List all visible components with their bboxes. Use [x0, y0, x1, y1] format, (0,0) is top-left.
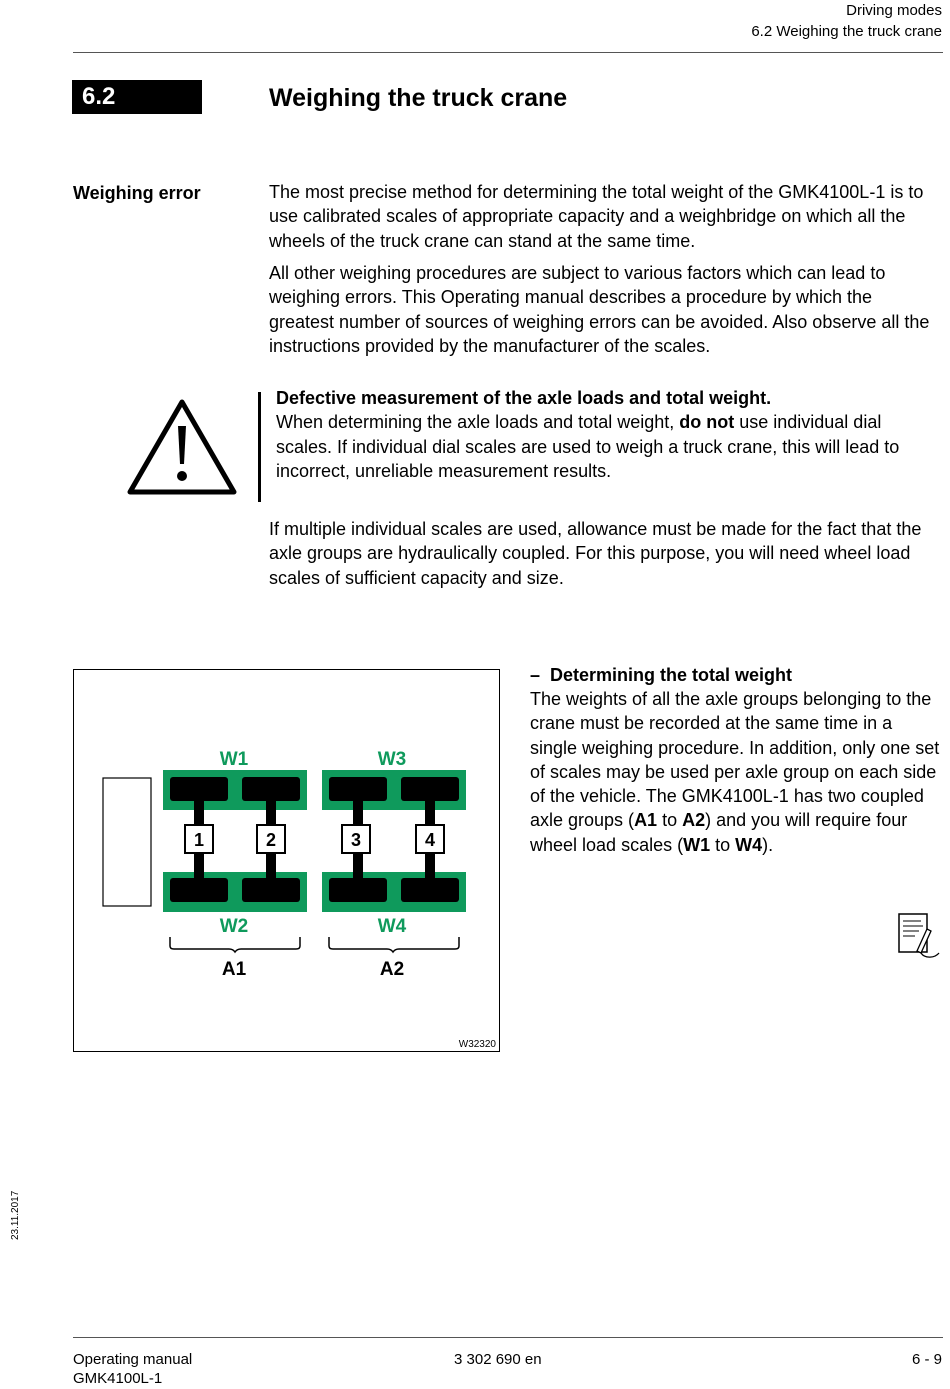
warning-body-post: use individual dial scales. If individual dial scales are used to weigh a truck crane, this will lead to incorrect, unreliable measurement results. — [276, 412, 900, 481]
paragraph-2: All other weighing procedures are subject to various factors which can lead to weighing errors. This Operating manual describes a procedure by which the greatest number of sources of weighing errors can be avoided. Also observe all the instructions provided by the manufacturer of the scales. — [269, 263, 930, 356]
warning-icon — [126, 396, 238, 496]
instruction-body — [530, 687, 942, 857]
scale-label-w3: W3 — [377, 749, 407, 770]
instruction-text-2: ) and you will require four wheel load scales ( — [530, 810, 908, 855]
tire — [170, 777, 228, 801]
scale-label-w1: W1 — [219, 749, 249, 770]
figure-code: W32320 — [458, 1039, 496, 1050]
side-date: 23.11.2017 — [10, 1190, 21, 1240]
header-section: 6.2 Weighing the truck crane — [751, 23, 942, 40]
warning-body-pre: When determining the axle loads and total weight, — [276, 412, 680, 433]
group-bracket-a1 — [170, 937, 300, 952]
axle-diagram-svg — [74, 670, 499, 1051]
instruction-dash: – — [530, 665, 541, 685]
footer-page-number: 6 - 9 — [911, 1351, 942, 1368]
axle-label-2: 2 — [265, 830, 277, 850]
tire — [329, 878, 387, 902]
header-chapter: Driving modes — [846, 2, 942, 19]
axle-label-1: 1 — [193, 830, 205, 850]
side-heading: Weighing error — [73, 183, 201, 203]
section-number: 6.2 — [72, 80, 202, 114]
axle-label-3: 3 — [350, 830, 362, 850]
instruction-w1: W1 — [683, 834, 711, 855]
tire — [242, 878, 300, 902]
tire — [329, 777, 387, 801]
instruction-heading — [530, 663, 942, 687]
tire — [242, 777, 300, 801]
group-bracket-a2 — [329, 937, 459, 952]
warning-title: Defective measurement of the axle loads and total weight. — [276, 388, 772, 408]
paragraph-3: If multiple individual scales are used, allowance must be made for the fact that the axle groups are hydraulically coupled. For this purpose, you will need wheel load scales of sufficient capacity and size. — [269, 519, 922, 588]
footer-manual: Operating manual — [73, 1351, 193, 1368]
section-title: Weighing the truck crane — [269, 84, 568, 112]
tire — [401, 878, 459, 902]
instruction-a2: A2 — [682, 810, 706, 831]
instruction-to-2: to — [710, 834, 736, 855]
tire — [170, 878, 228, 902]
group-label-a1: A1 — [221, 959, 247, 980]
footer-rule — [73, 1337, 943, 1338]
instruction-w4: W4 — [735, 834, 763, 855]
warning-body-bold: do not — [679, 412, 735, 433]
warning-bar — [258, 392, 261, 502]
axle-diagram — [73, 669, 500, 1052]
footer-doc-number: 3 302 690 en — [454, 1351, 542, 1368]
note-document-icon — [895, 911, 941, 961]
footer-model: GMK4100L-1 — [73, 1370, 163, 1387]
instruction-a1: A1 — [634, 810, 658, 831]
warning-text — [276, 386, 941, 483]
header-rule — [73, 52, 943, 53]
instruction-text-1: The weights of all the axle groups belonging to the crane must be recorded at the same time in a single weighing procedure. In addition, only one set of scales may be used per axle group on each side of the vehicle. The GMK4100L-1 has two coupled axle groups ( — [530, 689, 940, 831]
tire — [401, 777, 459, 801]
scale-label-w2: W2 — [219, 916, 249, 937]
paragraph-1: The most precise method for determining the total weight of the GMK4100L-1 is to use calibrated scales of appropriate capacity and a weighbridge on which all the wheels of the truck crane can stand at the same time. — [269, 182, 924, 251]
instruction-to-1: to — [657, 810, 683, 831]
group-label-a2: A2 — [379, 959, 405, 980]
instruction-text-3: ). — [762, 834, 774, 855]
instruction-title: Determining the total weight — [550, 665, 793, 685]
vehicle-outline — [103, 778, 151, 906]
axle-label-4: 4 — [424, 830, 436, 850]
scale-label-w4: W4 — [377, 916, 407, 937]
